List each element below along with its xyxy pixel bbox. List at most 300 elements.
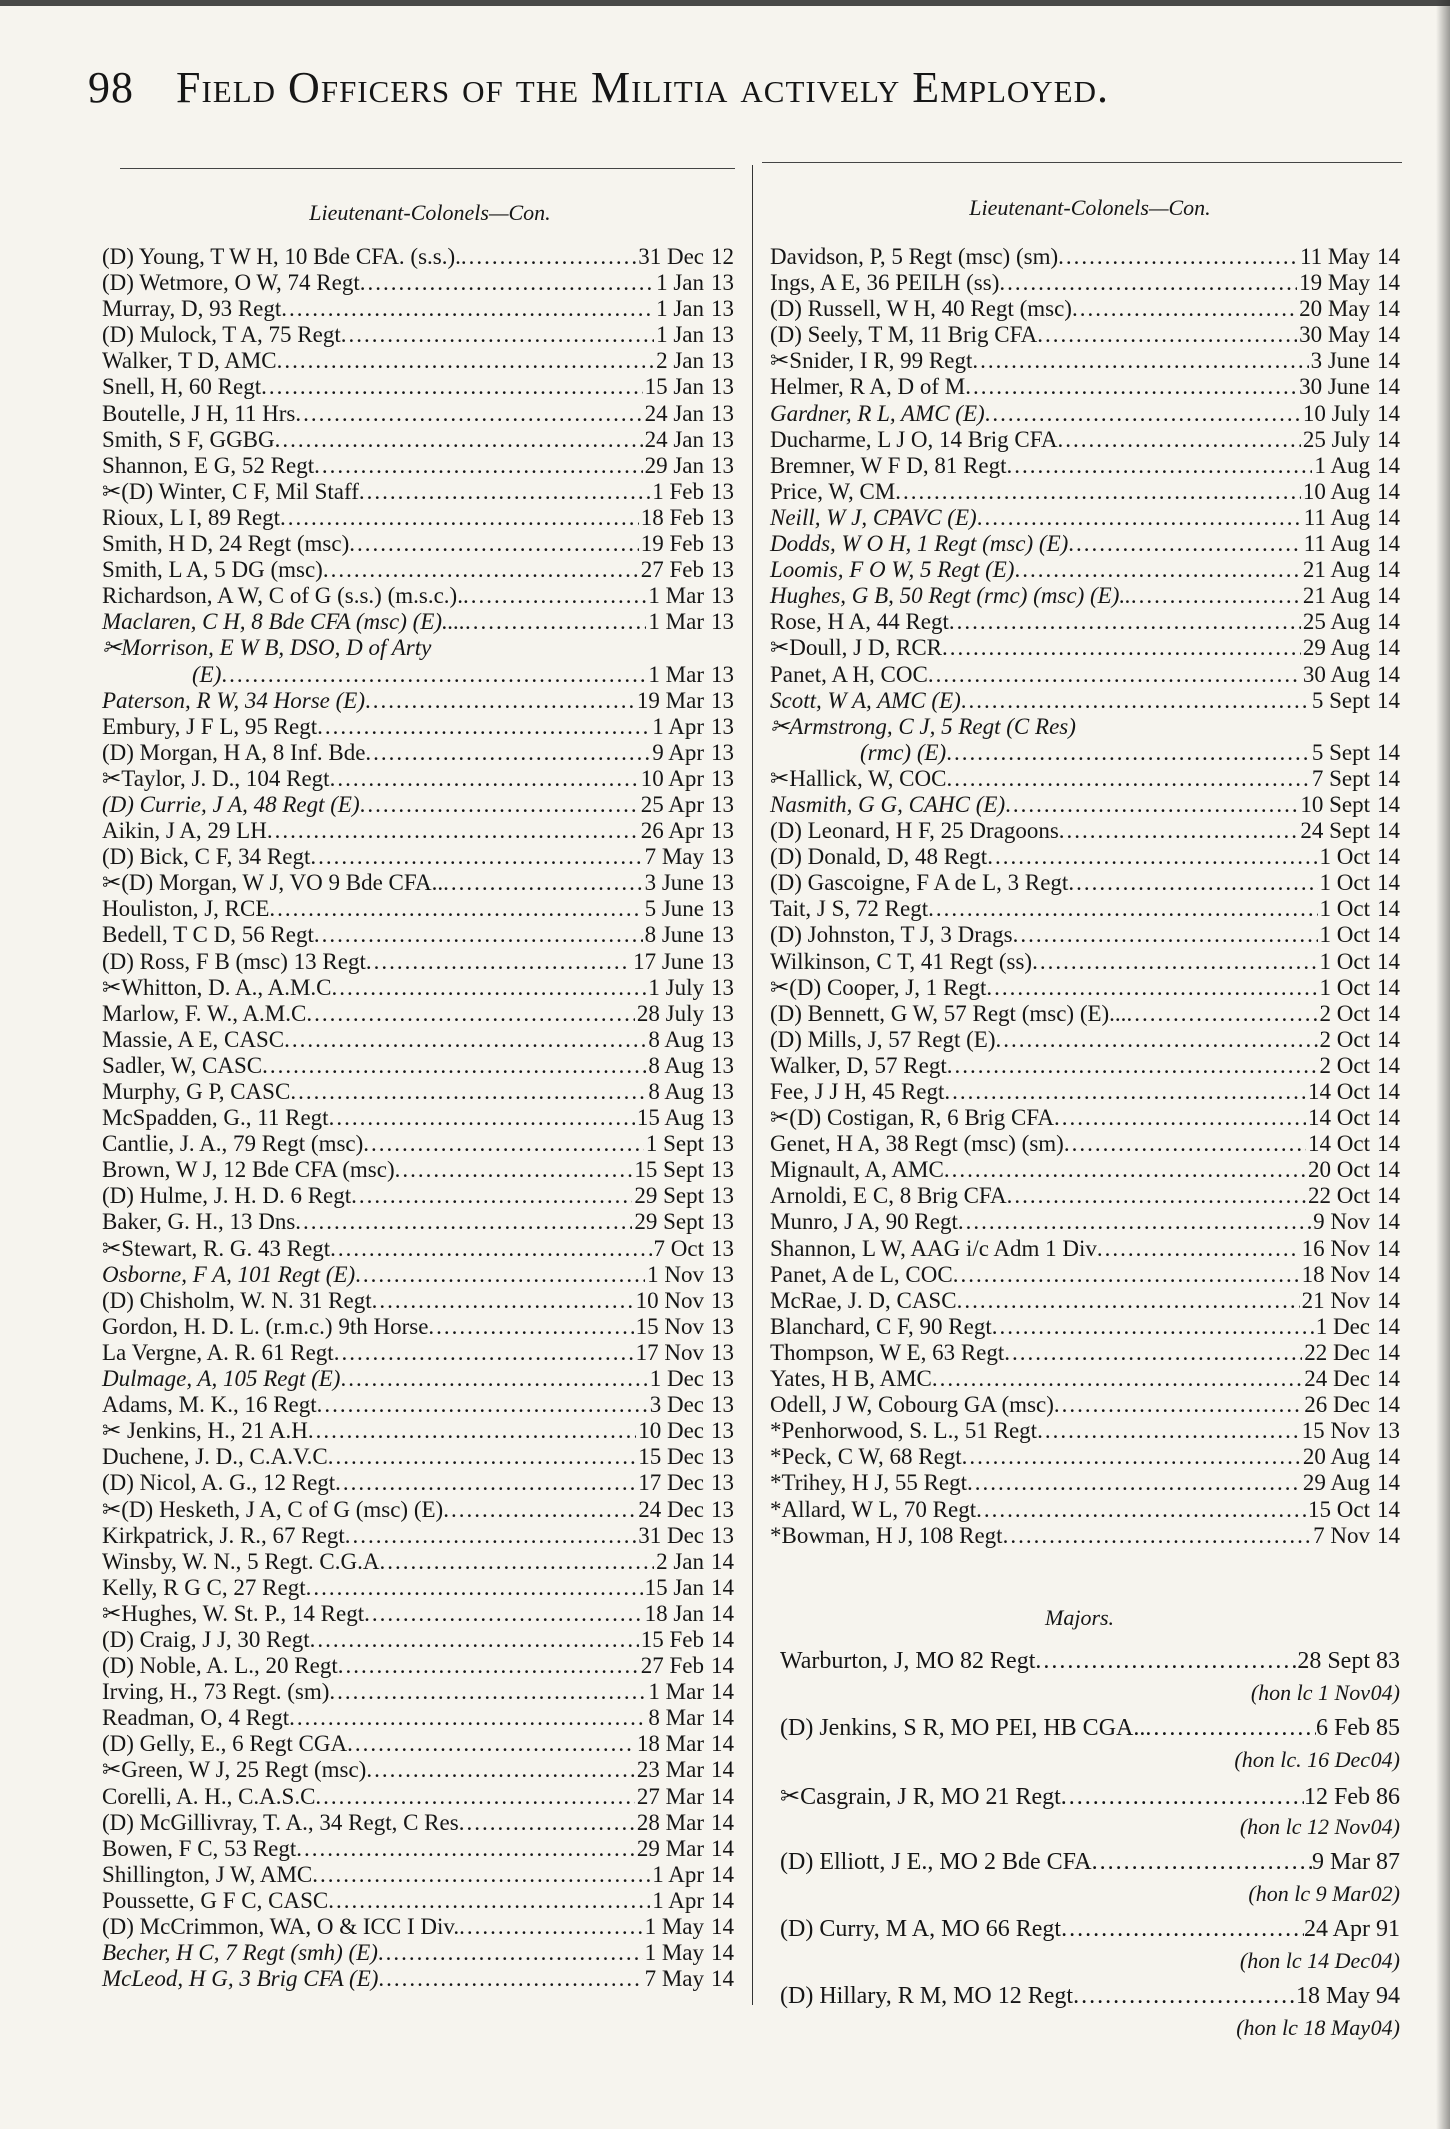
officer-entry xyxy=(770,401,1400,427)
dot-leader xyxy=(338,1653,639,1679)
commission-year: 14 xyxy=(1377,1470,1400,1496)
commission-year: 14 xyxy=(1377,1366,1400,1392)
officer-entry xyxy=(102,662,734,688)
commission-year: 13 xyxy=(711,661,734,687)
officer-entry xyxy=(102,427,734,453)
dot-leader xyxy=(280,505,639,531)
officer-entry xyxy=(770,1470,1400,1496)
dot-leader xyxy=(261,374,642,400)
officer-name: Davidson, P, 5 Regt (msc) (sm) xyxy=(770,244,1059,269)
officer-name: Richardson, A W, C of G (s.s.) (m.s.c.). xyxy=(102,583,463,609)
officer-name: *Trihey, H J, 55 Regt xyxy=(770,1470,968,1496)
commission-year: 14 xyxy=(711,1757,734,1783)
officer-name: (D) Chisholm, W. N. 31 Regt xyxy=(102,1287,372,1313)
officer-name: Smith, L A, 5 DG (msc) xyxy=(102,557,323,583)
officer-entry xyxy=(770,844,1400,870)
officer-name: Maclaren, C H, 8 Bde CFA (msc) (E).... xyxy=(102,609,466,635)
honorary-year: 04) xyxy=(1370,2015,1400,2040)
commission-year: 13 xyxy=(711,1392,734,1418)
dot-leader xyxy=(221,662,646,688)
officer-name: Yates, H B, AMC xyxy=(770,1366,932,1392)
officer-entry xyxy=(102,766,734,792)
commission-year: 13 xyxy=(711,1418,734,1444)
dot-leader xyxy=(290,1079,646,1105)
dot-leader xyxy=(277,348,654,374)
dot-leader xyxy=(363,1131,644,1157)
commission-date: 24 Jan xyxy=(644,426,704,452)
dot-leader xyxy=(946,766,1309,792)
honorary-date: (hon lc 14 Dec xyxy=(1239,1948,1370,1973)
officer-name: (D) Craig, J J, 30 Regt xyxy=(102,1626,310,1652)
dot-leader xyxy=(928,896,1317,922)
officer-entry xyxy=(102,1236,734,1262)
commission-date: 1 Mar xyxy=(648,609,704,635)
dot-leader xyxy=(306,1575,643,1601)
scan-edge xyxy=(0,0,1450,6)
dot-leader xyxy=(330,1236,651,1262)
officer-name: Kelly, R G C, 27 Regt xyxy=(102,1574,306,1600)
commission-year: 14 xyxy=(1377,322,1400,348)
officer-entry xyxy=(770,896,1400,922)
honorary-line xyxy=(780,1948,1400,1973)
officer-entry xyxy=(102,740,734,766)
officer-name: Fee, J J H, 45 Regt xyxy=(770,1079,945,1104)
commission-year: 13 xyxy=(711,1235,734,1261)
officer-entry xyxy=(102,1131,734,1157)
officer-entry xyxy=(770,427,1400,453)
commission-year: 14 xyxy=(1377,1131,1400,1157)
honorary-line xyxy=(780,1747,1400,1772)
officer-entry xyxy=(102,949,734,975)
officer-entry xyxy=(770,1262,1400,1288)
commission-year: 14 xyxy=(711,1809,734,1835)
commission-date: 1 July xyxy=(648,974,704,1000)
officer-name: La Vergne, A. R. 61 Regt xyxy=(102,1339,334,1365)
officer-entry xyxy=(102,401,734,427)
officer-entry xyxy=(102,1470,734,1496)
officer-name: *Bowman, H J, 108 Regt xyxy=(770,1522,1003,1548)
commission-date: 19 Feb xyxy=(640,531,704,557)
commission-year: 13 xyxy=(711,1209,734,1235)
dot-leader xyxy=(944,1157,1306,1183)
dot-leader xyxy=(953,1262,1300,1288)
officer-entry xyxy=(102,322,734,348)
dot-leader xyxy=(1068,531,1301,557)
commission-year: 13 xyxy=(711,1366,734,1392)
major-date: 18 May xyxy=(1296,1983,1370,2009)
commission-year: 14 xyxy=(711,1861,734,1887)
officer-entry xyxy=(102,1810,734,1836)
commission-year: 14 xyxy=(711,1731,734,1757)
commission-date: 25 July xyxy=(1302,426,1370,452)
officer-name: Shannon, L W, AAG i/c Adm 1 Div xyxy=(770,1235,1097,1261)
commission-year: 14 xyxy=(1377,948,1400,974)
officer-name: (D) Mills, J, 57 Regt (E) xyxy=(770,1026,996,1052)
dot-leader xyxy=(1054,1105,1306,1131)
commission-year: 14 xyxy=(1377,1261,1400,1287)
officer-name: Baker, G. H., 13 Dns xyxy=(102,1209,296,1235)
officer-name: (D) Young, T W H, 10 Bde CFA. (s.s.). xyxy=(102,244,461,269)
dot-leader xyxy=(1092,1849,1312,1876)
commission-date: 20 May xyxy=(1299,296,1370,322)
dot-leader xyxy=(463,583,646,609)
commission-date: 1 Mar xyxy=(648,661,704,687)
dot-leader xyxy=(308,1418,636,1444)
commission-date: 24 Dec xyxy=(638,1496,704,1522)
dot-leader xyxy=(1032,949,1317,975)
officer-entry xyxy=(102,1366,734,1392)
dot-leader xyxy=(962,1444,1301,1470)
officer-entry xyxy=(102,1027,734,1053)
dot-leader xyxy=(312,1862,650,1888)
commission-date: 27 Feb xyxy=(640,557,704,583)
commission-year: 13 xyxy=(1377,1418,1400,1444)
dot-leader xyxy=(372,1288,634,1314)
commission-year: 14 xyxy=(1377,1000,1400,1026)
dot-leader xyxy=(360,270,654,296)
commission-year: 13 xyxy=(711,713,734,739)
commission-date: 3 Dec xyxy=(649,1392,704,1418)
officer-name: Scott, W A, AMC (E) xyxy=(770,687,961,713)
officer-name: (D) Currie, J A, 48 Regt (E) xyxy=(102,791,360,817)
commission-date: 2 Jan xyxy=(656,348,704,374)
officer-entry xyxy=(770,609,1400,635)
officer-name: ✂Armstrong, C J, 5 Regt (C Res) xyxy=(770,713,1076,739)
officer-name: Shannon, E G, 52 Regt xyxy=(102,452,315,478)
officer-entry xyxy=(102,1497,734,1523)
officer-entry xyxy=(102,1731,734,1757)
commission-date: 1 Jan xyxy=(656,270,704,296)
commission-date: 8 June xyxy=(644,922,704,948)
commission-date: 1 Apr xyxy=(652,713,704,739)
major-date: 9 Mar xyxy=(1312,1849,1370,1875)
officer-name: Bowen, F C, 53 Regt xyxy=(102,1835,297,1861)
officer-entry xyxy=(770,766,1400,792)
officer-name: Gordon, H. D. L. (r.m.c.) 9th Horse xyxy=(102,1313,429,1339)
officer-name: (D) Seely, T M, 11 Brig CFA xyxy=(770,322,1038,348)
commission-date: 30 May xyxy=(1299,322,1370,348)
commission-year: 14 xyxy=(1377,1313,1400,1339)
commission-date: 7 May xyxy=(644,844,704,870)
dot-leader xyxy=(317,1392,648,1418)
commission-date: 10 Apr xyxy=(640,765,704,791)
officer-entry xyxy=(770,1392,1400,1418)
commission-date: 28 July xyxy=(636,1000,704,1026)
officer-entry xyxy=(102,1940,734,1966)
commission-year: 14 xyxy=(1377,974,1400,1000)
officer-name: (D) Morgan, H A, 8 Inf. Bde xyxy=(102,739,366,765)
commission-date: 10 Sept xyxy=(1300,791,1370,817)
honorary-year: 04) xyxy=(1370,1948,1400,1973)
officer-entry xyxy=(102,1079,734,1105)
commission-year: 14 xyxy=(1377,1157,1400,1183)
officer-entry xyxy=(770,1497,1400,1523)
officer-name: ✂Hughes, W. St. P., 14 Regt xyxy=(102,1600,365,1626)
officer-name: (D) McGillivray, T. A., 34 Regt, C Res xyxy=(102,1809,459,1835)
commission-date: 1 Dec xyxy=(1315,1313,1370,1339)
officer-entry xyxy=(770,662,1400,688)
commission-year: 14 xyxy=(1377,270,1400,296)
officer-name: ✂(D) Winter, C F, Mil Staff xyxy=(102,478,359,504)
officer-entry xyxy=(770,688,1400,714)
officer-name: ✂Hallick, W, COC xyxy=(770,765,947,791)
commission-date: 14 Oct xyxy=(1308,1079,1370,1104)
dot-leader xyxy=(328,1888,650,1914)
commission-year: 13 xyxy=(711,1287,734,1313)
officer-entry xyxy=(770,1053,1400,1079)
officer-entry xyxy=(102,1914,734,1940)
commission-date: 1 Apr xyxy=(652,1887,704,1913)
officer-name: Poussette, G F C, CASC xyxy=(102,1887,329,1913)
commission-date: 3 June xyxy=(644,870,704,896)
commission-date: 1 Jan xyxy=(656,322,704,348)
officer-entry xyxy=(770,374,1400,400)
dot-leader xyxy=(965,374,1297,400)
officer-entry xyxy=(102,479,734,505)
commission-year: 14 xyxy=(1377,400,1400,426)
commission-date: 1 May xyxy=(644,1940,704,1966)
officer-entry xyxy=(102,1314,734,1340)
officer-name: McSpadden, G., 11 Regt xyxy=(102,1105,329,1131)
officer-name: (D) Gelly, E., 6 Regt CGA xyxy=(102,1731,348,1757)
honorary-date: (hon lc. 16 Dec xyxy=(1234,1747,1370,1772)
officer-name: (D) Gascoigne, F A de L, 3 Regt xyxy=(770,870,1069,896)
dot-leader xyxy=(944,1079,1306,1105)
officer-entry xyxy=(102,296,734,322)
officer-name: Paterson, R W, 34 Horse (E) xyxy=(102,687,365,713)
major-year: 87 xyxy=(1376,1849,1400,1875)
officer-entry xyxy=(102,1053,734,1079)
officer-name: *Allard, W L, 70 Regt xyxy=(770,1496,977,1522)
honorary-line xyxy=(780,1881,1400,1906)
commission-year: 14 xyxy=(1377,1235,1400,1261)
commission-date: 1 Aug xyxy=(1314,452,1370,478)
right-top-rule xyxy=(762,162,1402,163)
commission-year: 14 xyxy=(1377,661,1400,687)
officer-name: Aikin, J A, 29 LH xyxy=(102,818,267,844)
commission-year: 13 xyxy=(711,1522,734,1548)
officer-entry xyxy=(102,844,734,870)
commission-date: 8 Aug xyxy=(648,1026,704,1052)
major-year: 83 xyxy=(1376,1648,1400,1674)
officer-name: ✂Taylor, J. D., 104 Regt xyxy=(102,765,330,791)
officer-name: Murphy, G P, CASC xyxy=(102,1079,291,1104)
officer-name: Irving, H., 73 Regt. (sm) xyxy=(102,1679,330,1705)
commission-year: 14 xyxy=(1377,1444,1400,1470)
commission-date: 14 Oct xyxy=(1308,1131,1370,1157)
dot-leader xyxy=(1035,1648,1297,1675)
commission-year: 13 xyxy=(711,948,734,974)
officer-name: Rose, H A, 44 Regt xyxy=(770,609,949,635)
commission-date: 24 Jan xyxy=(644,400,704,426)
commission-year: 14 xyxy=(1377,765,1400,791)
officer-entry xyxy=(102,270,734,296)
dot-leader xyxy=(967,1470,1301,1496)
dot-leader xyxy=(314,922,643,948)
officer-entry xyxy=(102,1679,734,1705)
officer-entry xyxy=(770,714,1400,740)
dot-leader xyxy=(364,1601,642,1627)
dot-leader xyxy=(315,1784,635,1810)
dot-leader xyxy=(378,1966,642,1992)
officer-entry xyxy=(770,975,1400,1001)
commission-date: 9 Nov xyxy=(1313,1209,1370,1235)
commission-year: 13 xyxy=(711,1105,734,1131)
commission-year: 14 xyxy=(1377,531,1400,557)
officer-entry xyxy=(770,1209,1400,1235)
honorary-line xyxy=(780,1680,1400,1705)
officer-entry xyxy=(770,1314,1400,1340)
commission-date: 29 Sept xyxy=(634,1209,704,1235)
dot-leader xyxy=(329,1679,646,1705)
dot-leader xyxy=(1068,870,1317,896)
officer-entry xyxy=(102,1418,734,1444)
commission-year: 13 xyxy=(711,1339,734,1365)
officer-entry xyxy=(102,714,734,740)
major-year: 85 xyxy=(1376,1715,1400,1741)
officer-name: Dodds, W O H, 1 Regt (msc) (E) xyxy=(770,531,1069,557)
commission-year: 13 xyxy=(711,1157,734,1183)
officer-entry xyxy=(102,975,734,1001)
major-date: 12 Feb xyxy=(1304,1784,1370,1810)
commission-date: 1 Feb xyxy=(652,478,704,504)
commission-date: 30 June xyxy=(1299,374,1370,400)
officer-entry xyxy=(770,1366,1400,1392)
officer-entry xyxy=(102,1288,734,1314)
commission-year: 14 xyxy=(1377,296,1400,322)
officer-entry xyxy=(102,374,734,400)
dot-leader xyxy=(331,975,646,1001)
commission-year: 13 xyxy=(711,896,734,922)
officer-name: Odell, J W, Cobourg GA (msc) xyxy=(770,1392,1054,1418)
commission-date: 1 Jan xyxy=(656,296,704,322)
commission-year: 13 xyxy=(711,1313,734,1339)
major-main-line xyxy=(780,1983,1400,2015)
officer-name: Panet, A de L, COC xyxy=(770,1261,953,1287)
honorary-date: (hon lc 1 Nov xyxy=(1250,1680,1370,1705)
officer-entry xyxy=(102,244,734,270)
officer-entry xyxy=(102,635,734,661)
dot-leader xyxy=(289,1705,646,1731)
left-column-heading: Lieutenant-Colonels—Con. xyxy=(309,200,551,225)
officer-name: Sadler, W, CASC xyxy=(102,1052,263,1078)
column-divider xyxy=(752,165,753,2005)
dot-leader xyxy=(985,401,1301,427)
major-main-line xyxy=(780,1782,1400,1814)
officer-entry xyxy=(770,740,1400,766)
major-year: 91 xyxy=(1376,1916,1400,1942)
dot-leader xyxy=(961,688,1310,714)
officer-entry xyxy=(770,1288,1400,1314)
commission-year: 14 xyxy=(1377,583,1400,609)
honorary-year: 04) xyxy=(1370,1747,1400,1772)
dot-leader xyxy=(976,1497,1306,1523)
officer-name: (D) Donald, D, 48 Regt xyxy=(770,844,988,870)
left-officer-list xyxy=(102,244,734,1992)
major-name: (D) Jenkins, S R, MO PEI, HB CGA.. xyxy=(780,1715,1146,1741)
officer-name: ✂Snider, I R, 99 Regt xyxy=(770,348,973,374)
dot-leader xyxy=(360,792,639,818)
commission-year: 14 xyxy=(1377,791,1400,817)
commission-year: 14 xyxy=(1377,374,1400,400)
dot-leader xyxy=(1131,583,1301,609)
commission-date: 23 Mar xyxy=(636,1757,704,1783)
dot-leader xyxy=(932,1366,1302,1392)
commission-year: 14 xyxy=(1377,1026,1400,1052)
officer-entry xyxy=(102,609,734,635)
honorary-date: (hon lc 9 Mar xyxy=(1248,1881,1370,1906)
officer-name: *Penhorwood, S. L., 51 Regt xyxy=(770,1418,1038,1444)
dot-leader xyxy=(366,949,631,975)
commission-date: 15 Jan xyxy=(644,374,704,400)
commission-year: 14 xyxy=(711,1679,734,1705)
honorary-line xyxy=(780,1814,1400,1839)
commission-year: 13 xyxy=(711,974,734,1000)
commission-date: 29 Jan xyxy=(644,452,704,478)
commission-date: 1 Oct xyxy=(1319,974,1370,1000)
officer-entry xyxy=(770,1183,1400,1209)
officer-entry xyxy=(770,479,1400,505)
officer-name: Cantlie, J. A., 79 Regt (msc) xyxy=(102,1131,364,1157)
officer-entry xyxy=(770,949,1400,975)
officer-entry xyxy=(770,1001,1400,1027)
dot-leader xyxy=(459,1810,635,1836)
officer-name: Adams, M. K., 16 Regt xyxy=(102,1392,317,1418)
scan-bleed xyxy=(1436,0,1450,2129)
officer-entry xyxy=(770,635,1400,661)
officer-entry xyxy=(102,1757,734,1783)
commission-date: 21 Aug xyxy=(1302,557,1370,583)
commission-date: 21 Aug xyxy=(1302,583,1370,609)
dot-leader xyxy=(1014,557,1300,583)
officer-name: Dulmage, A, 105 Regt (E) xyxy=(102,1366,341,1392)
commission-year: 13 xyxy=(711,270,734,296)
commission-year: 14 xyxy=(1377,687,1400,713)
dot-leader xyxy=(946,740,1310,766)
commission-year: 13 xyxy=(711,818,734,844)
major-year: 86 xyxy=(1376,1784,1400,1810)
dot-leader xyxy=(379,1549,654,1575)
officer-entry xyxy=(102,1392,734,1418)
right-officer-list xyxy=(770,244,1400,1549)
dot-leader xyxy=(378,1940,643,1966)
major-name: Warburton, J, MO 82 Regt xyxy=(780,1648,1036,1674)
commission-date: 2 Jan xyxy=(656,1548,704,1574)
commission-year: 14 xyxy=(711,1887,734,1913)
dot-leader xyxy=(947,1053,1318,1079)
commission-date: 11 Aug xyxy=(1303,504,1370,530)
officer-name: ✂(D) Hesketh, J A, C of G (msc) (E) xyxy=(102,1496,444,1522)
major-main-line xyxy=(780,1715,1400,1747)
commission-date: 19 May xyxy=(1299,270,1370,296)
officer-entry xyxy=(102,1653,734,1679)
honorary-year: 02) xyxy=(1370,1881,1400,1906)
commission-date: 9 Apr xyxy=(652,739,704,765)
officer-entry xyxy=(102,531,734,557)
dot-leader xyxy=(996,1027,1318,1053)
commission-date: 20 Oct xyxy=(1308,1157,1370,1183)
dot-leader xyxy=(992,1314,1314,1340)
commission-date: 15 Jan xyxy=(644,1574,704,1600)
officer-entry xyxy=(102,1888,734,1914)
commission-date: 26 Dec xyxy=(1304,1392,1370,1418)
dot-leader xyxy=(1013,922,1318,948)
commission-date: 11 May xyxy=(1299,244,1370,269)
major-name: (D) Curry, M A, MO 66 Regt xyxy=(780,1916,1062,1942)
commission-year: 13 xyxy=(711,426,734,452)
officer-name: (D) Leonard, H F, 25 Dragoons xyxy=(770,818,1059,844)
dot-leader xyxy=(329,1105,635,1131)
